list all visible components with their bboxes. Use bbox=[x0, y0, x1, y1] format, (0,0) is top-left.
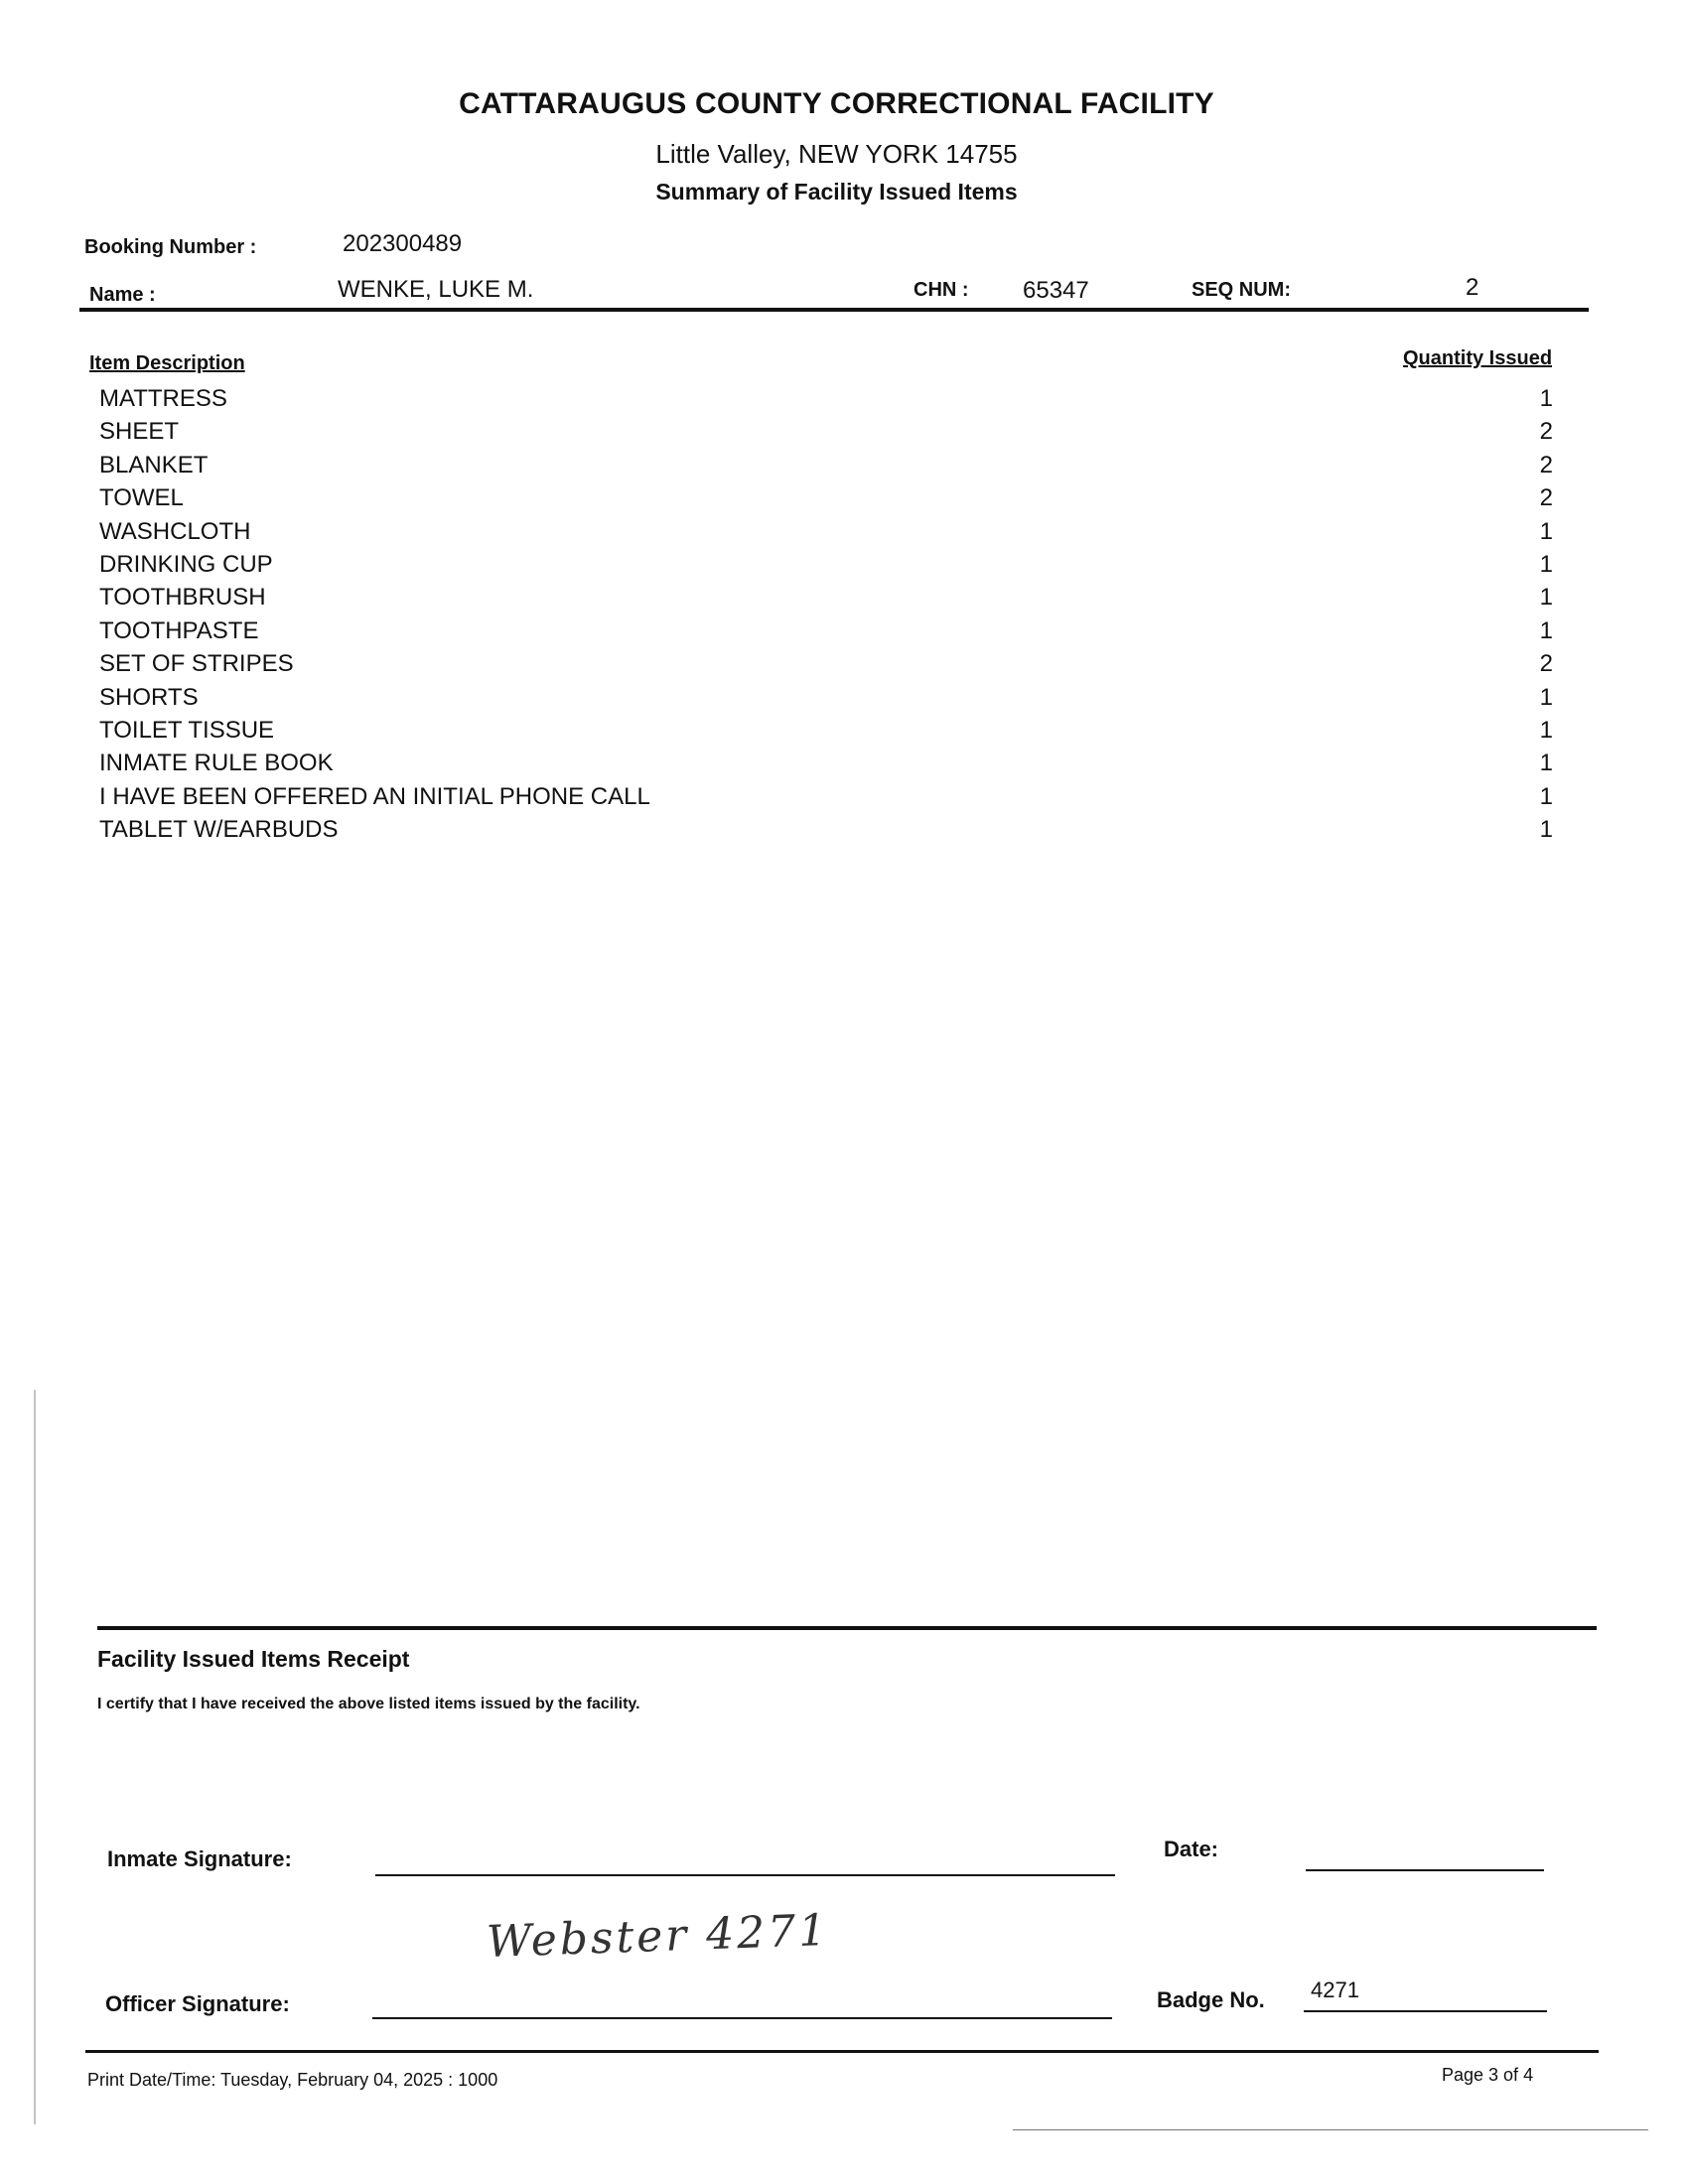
item-description: DRINKING CUP bbox=[99, 550, 273, 578]
table-row bbox=[99, 714, 1559, 747]
officer-signature-label: Officer Signature: bbox=[105, 1991, 290, 2016]
item-quantity: 1 bbox=[1539, 616, 1553, 644]
item-quantity: 2 bbox=[1539, 418, 1553, 446]
receipt-title: Facility Issued Items Receipt bbox=[97, 1646, 410, 1672]
seq-num-label: SEQ NUM: bbox=[1192, 279, 1291, 301]
items-list bbox=[99, 382, 1559, 846]
badge-number-line bbox=[1304, 2010, 1547, 2012]
item-quantity: 1 bbox=[1539, 683, 1553, 711]
item-quantity: 1 bbox=[1539, 750, 1553, 777]
item-description: TOILET TISSUE bbox=[99, 716, 275, 744]
item-description-header: Item Description bbox=[89, 352, 245, 374]
item-quantity: 1 bbox=[1539, 584, 1553, 612]
item-description: SHORTS bbox=[99, 683, 199, 711]
table-row bbox=[99, 614, 1559, 647]
badge-number-value: 4271 bbox=[1311, 1978, 1359, 2002]
facility-title: CATTARAUGUS COUNTY CORRECTIONAL FACILITY bbox=[459, 87, 1214, 120]
officer-signature-line bbox=[372, 2017, 1112, 2019]
item-description: INMATE RULE BOOK bbox=[99, 750, 334, 777]
quantity-issued-header: Quantity Issued bbox=[1403, 347, 1553, 369]
item-description: TOOTHPASTE bbox=[99, 616, 259, 644]
table-row bbox=[99, 581, 1559, 614]
inmate-signature-line bbox=[375, 1874, 1115, 1876]
item-quantity: 1 bbox=[1539, 816, 1553, 844]
table-row bbox=[99, 647, 1559, 680]
name-label: Name : bbox=[89, 284, 156, 306]
badge-number-label: Badge No. bbox=[1157, 1987, 1265, 2012]
table-row bbox=[99, 813, 1559, 846]
item-quantity: 1 bbox=[1539, 716, 1553, 744]
facility-location: Little Valley, NEW YORK 14755 bbox=[655, 139, 1018, 169]
item-quantity: 2 bbox=[1539, 451, 1553, 478]
seq-num-value: 2 bbox=[1466, 274, 1479, 301]
page-number: Page 3 of 4 bbox=[1442, 2065, 1534, 2085]
table-row bbox=[99, 681, 1559, 714]
item-description: SHEET bbox=[99, 418, 180, 446]
item-description: TOOTHBRUSH bbox=[99, 584, 266, 612]
receipt-divider bbox=[97, 1626, 1597, 1630]
booking-number-value: 202300489 bbox=[343, 230, 463, 257]
scan-edge-artifact bbox=[34, 1390, 36, 2124]
table-row bbox=[99, 481, 1559, 514]
officer-handwritten-signature: Webster 4271 bbox=[486, 1904, 830, 1969]
scan-artifact-line bbox=[1013, 2129, 1648, 2130]
table-row bbox=[99, 548, 1559, 581]
item-description: MATTRESS bbox=[99, 385, 227, 412]
footer-divider bbox=[85, 2050, 1599, 2053]
table-row bbox=[99, 449, 1559, 481]
item-description: SET OF STRIPES bbox=[99, 650, 294, 678]
header-divider bbox=[79, 308, 1589, 312]
item-description: WASHCLOTH bbox=[99, 517, 251, 545]
chn-value: 65347 bbox=[1023, 277, 1089, 304]
item-description: TOWEL bbox=[99, 484, 184, 512]
item-quantity: 2 bbox=[1539, 484, 1553, 512]
table-row bbox=[99, 780, 1559, 813]
inmate-signature-label: Inmate Signature: bbox=[107, 1846, 292, 1871]
date-label: Date: bbox=[1164, 1837, 1219, 1861]
item-description: I HAVE BEEN OFFERED AN INITIAL PHONE CALL bbox=[99, 782, 650, 810]
item-quantity: 1 bbox=[1539, 517, 1553, 545]
document-subtitle: Summary of Facility Issued Items bbox=[655, 179, 1018, 205]
table-row bbox=[99, 515, 1559, 548]
print-datetime: Print Date/Time: Tuesday, February 04, 2025 : 1000 bbox=[87, 2070, 498, 2090]
table-row bbox=[99, 747, 1559, 779]
item-quantity: 1 bbox=[1539, 385, 1553, 412]
item-quantity: 1 bbox=[1539, 550, 1553, 578]
name-value: WENKE, LUKE M. bbox=[338, 276, 534, 303]
table-row bbox=[99, 415, 1559, 448]
certification-text: I certify that I have received the above listed items issued by the facility. bbox=[97, 1696, 640, 1712]
table-row bbox=[99, 382, 1559, 415]
item-description: BLANKET bbox=[99, 451, 209, 478]
date-line bbox=[1306, 1869, 1544, 1871]
item-quantity: 1 bbox=[1539, 782, 1553, 810]
item-description: TABLET W/EARBUDS bbox=[99, 816, 339, 844]
chn-label: CHN : bbox=[914, 279, 969, 301]
item-quantity: 2 bbox=[1539, 650, 1553, 678]
booking-number-label: Booking Number : bbox=[84, 236, 257, 258]
